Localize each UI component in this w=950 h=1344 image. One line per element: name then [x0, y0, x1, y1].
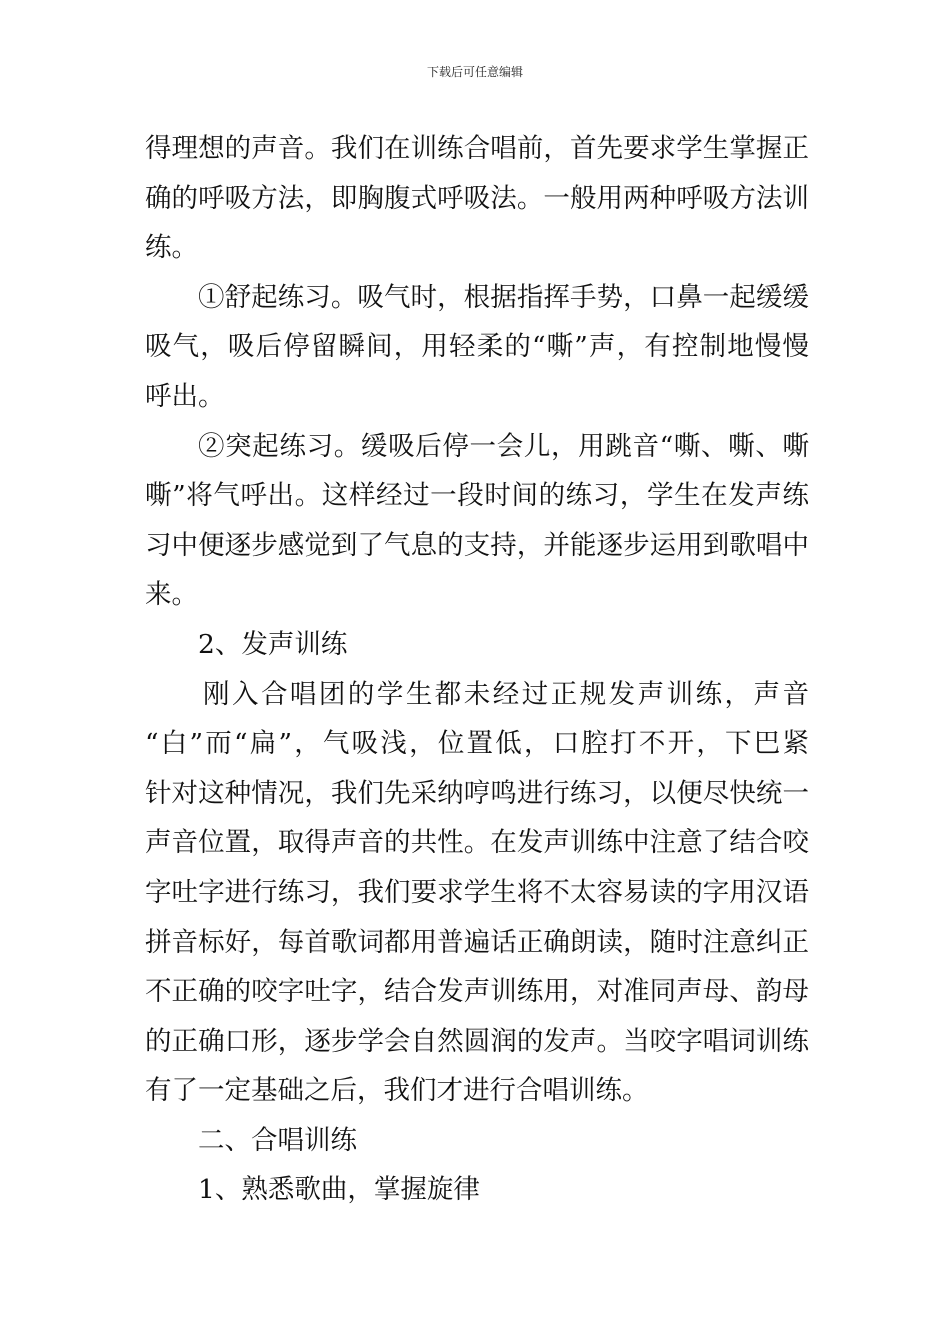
text-line: 有了一定基础之后，我们才进行合唱训练。 [145, 1075, 649, 1107]
section-heading: 1、熟悉歌曲，掌握旋律 [198, 1174, 480, 1206]
text-line: 来。 [145, 579, 198, 611]
text-line: ②突起练习。缓吸后停一会儿，用跳音“嘶、嘶、嘶 [198, 430, 809, 462]
text-line: 呼出。 [145, 380, 225, 412]
text-line: 确的呼吸方法，即胸腹式呼吸法。一般用两种呼吸方法训 [145, 182, 809, 214]
text-line: 的正确口形，逐步学会自然圆润的发声。当咬字唱词训练 [145, 1025, 809, 1057]
text-line: 拼音标好，每首歌词都用普遍话正确朗读，随时注意纠正 [145, 926, 809, 958]
text-line: 习中便逐步感觉到了气息的支持，并能逐步运用到歌唱中 [145, 529, 809, 561]
page-header: 下载后可任意编辑 [426, 65, 523, 79]
text-line: ①舒起练习。吸气时，根据指挥手势，口鼻一起缓缓 [198, 281, 809, 313]
text-line: 练。 [145, 232, 198, 264]
text-line: 吸气，吸后停留瞬间，用轻柔的“嘶”声，有控制地慢慢 [145, 331, 809, 363]
text-line: 刚入合唱团的学生都未经过正规发声训练，声音 [203, 678, 809, 710]
section-heading: 二、合唱训练 [198, 1124, 357, 1156]
text-line: 嘶”将气呼出。这样经过一段时间的练习，学生在发声练 [145, 480, 809, 512]
text-line: 声音位置，取得声音的共性。在发声训练中注意了结合咬 [145, 827, 809, 859]
text-line: “白”而“扁”，气吸浅，位置低，口腔打不开，下巴紧 [145, 728, 809, 760]
section-heading: 2、发声训练 [198, 628, 348, 660]
text-line: 不正确的咬字吐字，结合发声训练用，对准同声母、韵母 [145, 976, 809, 1008]
text-line: 得理想的声音。我们在训练合唱前，首先要求学生掌握正 [145, 133, 809, 164]
text-line: 字吐字进行练习，我们要求学生将不太容易读的字用汉语 [145, 876, 809, 908]
document-body [145, 124, 809, 1215]
text-line: 针对这种情况，我们先采纳哼鸣进行练习，以便尽快统一 [145, 777, 809, 809]
